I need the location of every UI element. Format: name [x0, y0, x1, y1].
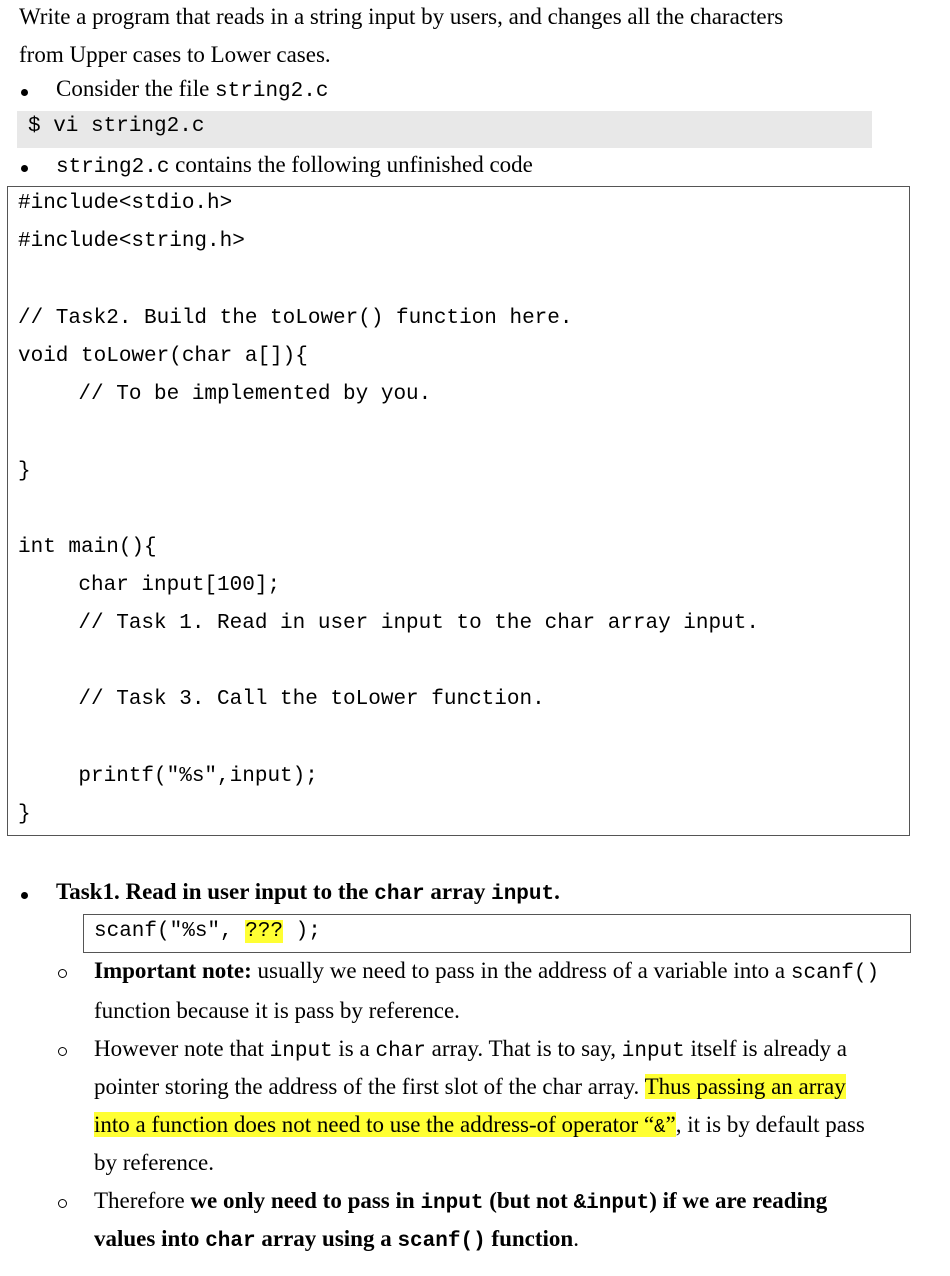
bullet-text: contains the following unfinished code — [169, 152, 533, 177]
filename-code: string2.c — [215, 80, 329, 103]
note3-code: input — [420, 1192, 484, 1215]
note1-code: scanf() — [790, 962, 880, 985]
note3-bold: (but not — [483, 1188, 574, 1213]
note2-code: char — [375, 1040, 426, 1063]
filename-code: string2.c — [56, 156, 170, 179]
intro-line-2: from Upper cases to Lower cases. — [19, 42, 331, 67]
note3-bold: we only need to pass in — [190, 1188, 421, 1213]
intro-line-1: Write a program that reads in a string input by users, and changes all the characters — [19, 4, 784, 29]
note3-text: Therefore — [94, 1188, 191, 1213]
code-line: } — [18, 803, 31, 826]
code-line: char input[100]; — [28, 574, 281, 597]
note3-bold: function — [485, 1226, 574, 1251]
scanf-code — [94, 920, 321, 943]
task1-text: . — [554, 879, 560, 904]
note3-code: scanf() — [397, 1230, 486, 1253]
note2-code: & — [654, 1116, 666, 1138]
bullet-text: Consider the file — [56, 76, 216, 101]
sub-bullet-icon — [58, 1199, 67, 1208]
note2-code: input — [621, 1040, 685, 1063]
code-box — [7, 186, 910, 836]
task1-text: array — [424, 879, 492, 904]
bullet-consider-file — [56, 76, 328, 103]
note2-highlight: Thus passing an array — [644, 1074, 846, 1099]
scanf-prefix: scanf("%s", — [94, 920, 246, 943]
note3-line-1 — [94, 1188, 827, 1215]
note1-text: usually we need to pass in the address of a variable into a — [251, 958, 791, 983]
note3-bold: array using a — [255, 1226, 398, 1251]
note2-text: array. That is to say, — [425, 1036, 622, 1061]
code-line: } — [18, 460, 31, 483]
note3-bold: values into — [94, 1226, 206, 1251]
code-line: #include<string.h> — [18, 230, 245, 253]
bullet-unfinished-code — [56, 152, 533, 179]
note2-text: ” — [665, 1112, 676, 1137]
note2-line-4: by reference. — [94, 1150, 215, 1175]
scanf-placeholder: ??? — [245, 920, 284, 943]
note2-line-3 — [94, 1112, 865, 1138]
code-line: // Task 1. Read in user input to the char array input. — [28, 612, 759, 635]
note2-line-1 — [94, 1036, 847, 1063]
note2-text: , it is by default pass — [675, 1112, 865, 1137]
code-line: void toLower(char a[]){ — [18, 345, 308, 368]
sub-bullet-icon — [58, 969, 67, 978]
note2-text: into a function does not need to use the address-of operator “ — [94, 1112, 655, 1137]
code-line: // Task2. Build the toLower() function here. — [18, 307, 573, 330]
code-line: // To be implemented by you. — [28, 383, 432, 406]
note2-text: pointer storing the address of the first slot of the char array. — [94, 1074, 645, 1099]
task1-code: input — [491, 883, 555, 906]
note1-line-2: function because it is pass by reference. — [94, 998, 460, 1023]
code-line: int main(){ — [18, 536, 157, 559]
note3-line-2 — [94, 1226, 579, 1253]
command-text: $ vi string2.c — [28, 115, 205, 138]
bullet-icon — [21, 89, 28, 96]
note2-highlight — [94, 1112, 676, 1137]
task1-code: char — [374, 883, 425, 906]
bullet-icon — [21, 165, 28, 172]
note1-label: Important note: — [94, 958, 252, 983]
code-line: printf("%s",input); — [28, 765, 318, 788]
task1-heading — [56, 879, 560, 906]
note3-code: char — [205, 1230, 256, 1253]
note2-code: input — [269, 1040, 333, 1063]
note2-text: However note that — [94, 1036, 270, 1061]
code-line: #include<stdio.h> — [18, 192, 233, 215]
note2-text: itself is already a — [684, 1036, 847, 1061]
note3-text: . — [573, 1226, 579, 1251]
note2-line-2 — [94, 1074, 846, 1100]
note1-line-1 — [94, 958, 879, 985]
bullet-icon — [21, 892, 28, 899]
note2-text: is a — [332, 1036, 376, 1061]
scanf-suffix: ); — [283, 920, 321, 943]
task1-text: Task1. Read in user input to the — [56, 879, 375, 904]
note3-code: &input — [573, 1192, 650, 1215]
code-line: // Task 3. Call the toLower function. — [28, 688, 545, 711]
sub-bullet-icon — [58, 1047, 67, 1056]
note3-bold: ) if we are reading — [649, 1188, 828, 1213]
